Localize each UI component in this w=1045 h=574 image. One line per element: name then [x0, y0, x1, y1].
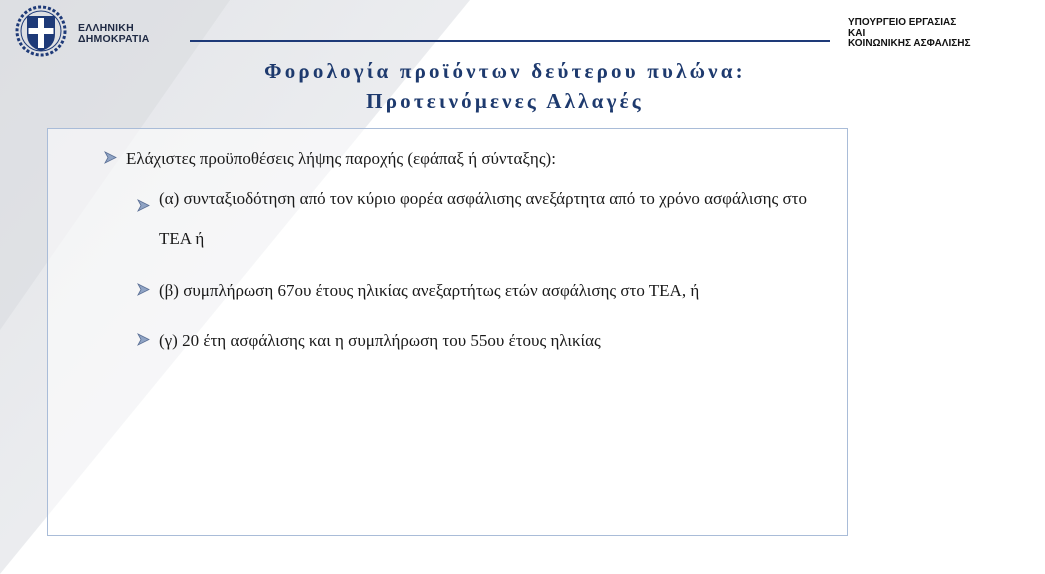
bullet-item: [104, 147, 824, 171]
ministry-line3: ΚΟΙΝΩΝΙΚΗΣ ΑΣΦΑΛΙΣΗΣ: [848, 38, 971, 49]
bullet-text: (β) συμπλήρωση 67ου έτους ηλικίας ανεξαρτήτως ετών ασφάλισης στο ΤΕΑ, ή: [159, 281, 700, 300]
bullet-item: [137, 329, 827, 353]
bullet-item: [137, 279, 827, 303]
logo-text-line2: ΔΗΜΟΚΡΑΤΙΑ: [78, 33, 150, 45]
arrow-bullet-icon: [137, 199, 150, 212]
page-title: [150, 56, 860, 116]
arrow-bullet-icon: [104, 151, 117, 164]
greek-cross-shield-icon: [6, 4, 76, 58]
bullet-text: (α) συνταξιοδότηση από τον κύριο φορέα ασφάλισης ανεξάρτητα από το χρόνο ασφάλισης στο ΤΕΑ ή: [159, 189, 807, 248]
arrow-bullet-icon: [137, 333, 150, 346]
ministry-line2: ΚΑΙ: [848, 27, 866, 39]
ministry-line1: ΥΠΟΥΡΓΕΙΟ ΕΡΓΑΣΙΑΣ: [848, 17, 957, 28]
bullet-item: [137, 187, 827, 259]
ministry-name: [848, 18, 970, 50]
bullet-text: Ελάχιστες προϋποθέσεις λήψης παροχής (εφάπαξ ή σύνταξης):: [126, 149, 556, 168]
bullet-text: (γ) 20 έτη ασφάλισης και η συμπλήρωση του 55ου έτους ηλικίας: [159, 331, 601, 350]
content-box: [47, 128, 848, 536]
logo: [6, 4, 149, 58]
logo-text-line1: ΕΛΛΗΝΙΚΗ: [78, 22, 134, 34]
header-divider: [190, 40, 830, 42]
arrow-bullet-icon: [137, 283, 150, 296]
title-line1: Φορολογία προϊόντων δεύτερου πυλώνα:: [264, 59, 746, 83]
title-line2: Προτεινόμενες Αλλαγές: [366, 89, 644, 113]
